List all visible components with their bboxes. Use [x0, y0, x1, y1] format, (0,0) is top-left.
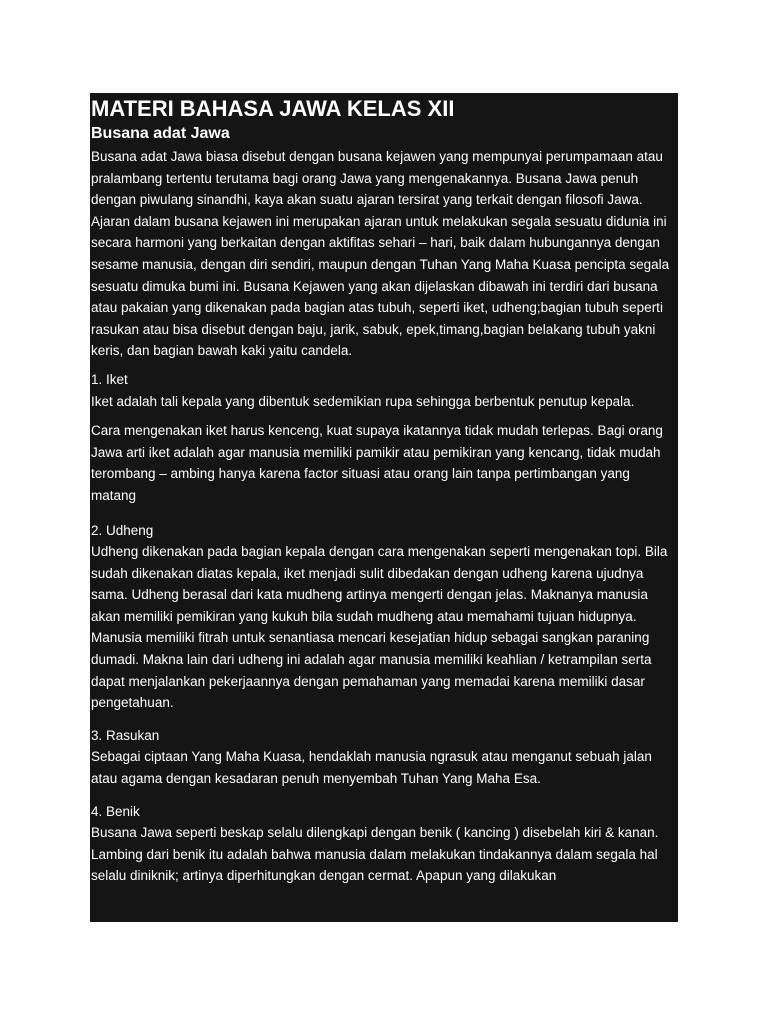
section-udheng	[91, 520, 678, 714]
section-iket	[91, 369, 678, 507]
section-heading: 2. Udheng	[91, 522, 154, 538]
section-heading: 3. Rasukan	[91, 727, 160, 743]
section-paragraph: Udheng dikenakan pada bagian kepala dengan cara mengenakan seperti mengenakan topi. Bila sudah dikenakan diatas kepala, iket menjadi sulit dibedakan dengan udheng karena ujudnya sama. Udheng berasal dari kata mudheng artinya mengerti dengan jelas. Maknanya manusia akan memiliki pemikiran yang kukuh bila sudah mudheng atau memahami tujuan hidupnya. Manusia memiliki fitrah untuk senantiasa mencari kesejatian hidup sebagai sangkan paraning dumadi. Makna lain dari udheng ini adalah agar manusia memiliki keahlian / ketrampilan serta dapat menjalankan pekerjaannya dengan pemahaman yang memadai karena memiliki dasar pengetahuan.	[91, 544, 668, 711]
section-paragraph: Cara mengenakan iket harus kenceng, kuat supaya ikatannya tidak mudah terlepas. Bagi orang Jawa arti iket adalah agar manusia memiliki pamikir atau pemikiran yang kencang, tidak mudah terombang – ambing hanya karena factor situasi atau orang lain tanpa pertimbangan yang matang	[91, 423, 663, 503]
section-benik	[91, 801, 678, 887]
section-paragraph: Busana Jawa seperti beskap selalu dilengkapi dengan benik ( kancing ) disebelah kiri & kanan. Lambing dari benik itu adalah bahwa manusia dalam melakukan tindakannya dalam segala hal selalu diniknik; artinya diperhitungkan dengan cermat. Apapun yang dilakukan	[91, 825, 659, 884]
section-heading: 4. Benik	[91, 803, 140, 819]
document-page	[90, 93, 678, 922]
section-rasukan	[91, 725, 678, 790]
section-paragraph: Iket adalah tali kepala yang dibentuk sedemikian rupa sehingga berbentuk penutup kepala.	[91, 393, 635, 409]
intro-paragraph: Busana adat Jawa biasa disebut dengan busana kejawen yang mempunyai perumpamaan atau pralambang tertentu terutama bagi orang Jawa yang mengenakannya. Busana Jawa penuh dengan piwulang sinandhi, kaya akan suatu ajaran tersirat yang terkait dengan filosofi Jawa. Ajaran dalam busana kejawen ini merupakan ajaran untuk melakukan segala sesuatu didunia ini secara harmoni yang berkaitan dengan aktifitas sehari – hari, baik dalam hubungannya dengan sesame manusia, dengan diri sendiri, maupun dengan Tuhan Yang Maha Kuasa pencipta segala sesuatu dimuka bumi ini. Busana Kejawen yang akan dijelaskan dibawah ini terdiri dari busana atau pakaian yang dikenakan pada bagian atas tubuh, seperti iket, udheng;bagian tubuh seperti rasukan atau bisa disebut dengan baju, jarik, sabuk, epek,timang,bagian belakang tubuh yakni keris, dan bagian bawah kaki yaitu candela.	[91, 149, 670, 359]
section-paragraph: Sebagai ciptaan Yang Maha Kuasa, hendaklah manusia ngrasuk atau menganut sebuah jalan atau agama dengan kesadaran penuh menyembah Tuhan Yang Maha Esa.	[91, 749, 652, 787]
page-subtitle: Busana adat Jawa	[91, 125, 230, 142]
section-heading: 1. Iket	[91, 371, 128, 387]
page-title: MATERI BAHASA JAWA KELAS XII	[91, 96, 455, 121]
